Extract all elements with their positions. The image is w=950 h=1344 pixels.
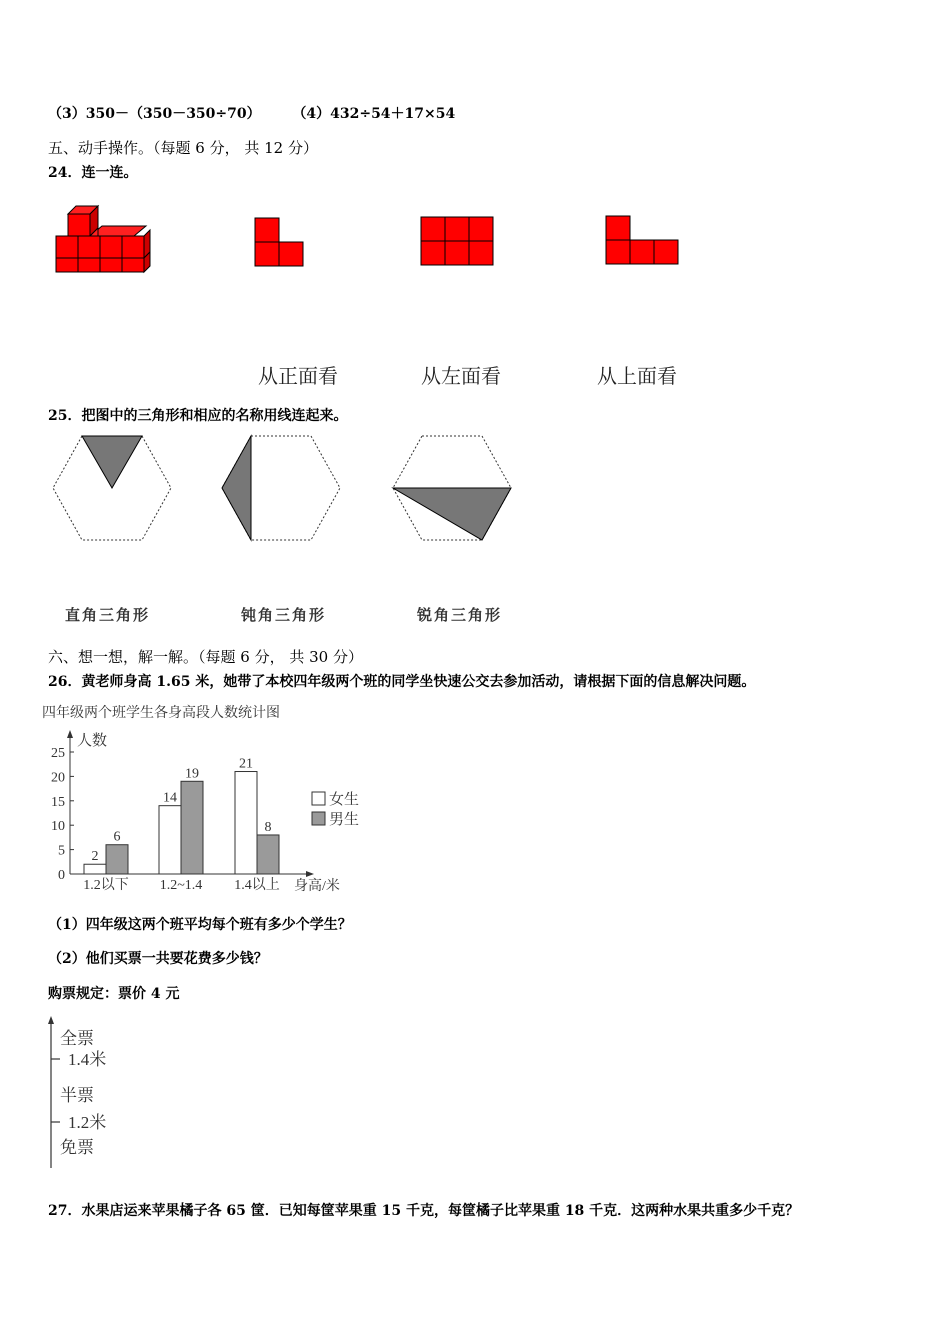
chart-y-tick-label: 5 [58, 843, 65, 859]
q26-title: 26．黄老师身高 1.65 米，她带了本校四年级两个班的同学坐快速公交去参加活动，请根据下面的信息解决问题。 [48, 674, 756, 690]
chart-y-tick-label: 25 [51, 746, 65, 761]
ticket-full: 全票 [60, 1029, 94, 1048]
chart-y-tick-label: 20 [51, 770, 65, 786]
chart-bar [106, 845, 128, 874]
view-label-front: 从正面看 [258, 364, 338, 388]
triangle-name-acute: 锐角三角形 [417, 606, 503, 624]
ticket-half: 半票 [60, 1086, 94, 1105]
chart-data-label: 6 [113, 829, 121, 845]
triangle-name-obtuse: 钝角三角形 [241, 606, 327, 624]
ticket-mark-low: 1.2米 [68, 1113, 107, 1132]
q26-sub2: （2）他们买票一共要花费多少钱？ [48, 951, 268, 967]
view-shape-b [419, 215, 495, 267]
chart-bar [84, 864, 106, 874]
chart-x-label: 身高/米 [294, 879, 340, 894]
ticket-arrow [48, 1016, 54, 1024]
chart-x-tick-label: 1.2以下 [83, 878, 129, 893]
chart-bar [257, 835, 279, 874]
chart-bar [235, 772, 257, 874]
chart-x-tick-label: 1.2~1.4 [159, 878, 203, 893]
chart-data-label: 2 [91, 849, 99, 865]
cube-stack-figure [52, 200, 152, 280]
view-label-top: 从上面看 [597, 364, 677, 388]
chart-y-tick-label: 15 [51, 794, 65, 810]
chart-y-tick-label: 10 [51, 819, 65, 835]
chart-bar [181, 781, 203, 874]
chart-data-label: 14 [163, 790, 177, 806]
calc-item-3: （3）350－（350－350÷70） [48, 106, 261, 122]
chart-y-tick-label: 0 [58, 868, 65, 883]
legend-swatch [312, 792, 325, 805]
q24-title: 24．连一连。 [48, 165, 138, 181]
ticket-scale [40, 1012, 160, 1172]
chart-bar [159, 806, 181, 874]
view-shape-a [253, 216, 305, 268]
view-shape-c [604, 214, 680, 266]
legend-label: 男生 [329, 812, 360, 828]
hexagon-figure-3 [390, 432, 515, 544]
chart-title: 四年级两个班学生各身高段人数统计图 [42, 705, 280, 721]
height-chart [40, 700, 370, 900]
calc-items [48, 103, 455, 123]
chart-data-label: 8 [264, 819, 272, 835]
ticket-free: 免票 [60, 1138, 94, 1157]
q27-title: 27．水果店运来苹果橘子各 65 筐．已知每筐苹果重 15 千克，每筐橘子比苹果重 18 千克．这两种水果共重多少千克？ [48, 1203, 800, 1219]
calc-item-4: （4）432÷54＋17×54 [292, 106, 456, 122]
triangle-name-right: 直角三角形 [65, 606, 151, 624]
section-6-title: 六、想一想，解一解。（每题 6 分， 共 30 分） [48, 648, 363, 666]
chart-x-arrow [306, 871, 314, 877]
legend-label: 女生 [329, 792, 360, 808]
chart-y-arrow [67, 730, 73, 738]
q25-title: 25．把图中的三角形和相应的名称用线连起来。 [48, 408, 348, 424]
hexagon-figure-1 [50, 432, 175, 544]
chart-x-tick-label: 1.4以上 [234, 878, 280, 893]
chart-data-label: 19 [185, 766, 199, 782]
hexagon-figure-2 [219, 432, 344, 544]
ticket-mark-high: 1.4米 [68, 1050, 107, 1069]
view-label-left: 从左面看 [421, 364, 501, 388]
q26-sub1: （1）四年级这两个班平均每个班有多少个学生？ [48, 917, 352, 933]
chart-data-label: 21 [239, 756, 253, 772]
section-5-title: 五、动手操作。（每题 6 分， 共 12 分） [48, 139, 318, 157]
chart-y-label: 人数 [77, 733, 108, 749]
legend-swatch [312, 812, 325, 825]
q26-rule: 购票规定：票价 4 元 [48, 986, 180, 1002]
